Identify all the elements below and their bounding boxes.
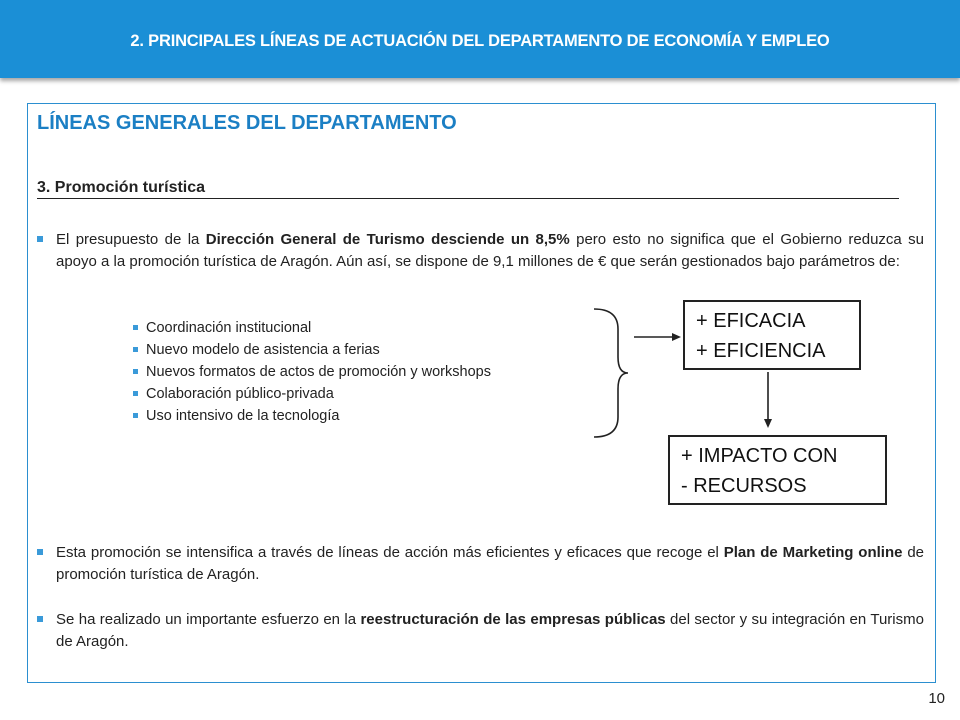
efficiency-box: [683, 300, 861, 370]
list-item-label: Colaboración público-privada: [146, 386, 334, 402]
bullet-icon: [37, 549, 43, 555]
list-item: [133, 361, 491, 383]
list-item-label: Nuevo modelo de asistencia a ferias: [146, 342, 380, 358]
box-line: + IMPACTO CON: [681, 445, 838, 467]
paragraph-text: Esta promoción se intensifica a través de líneas de acción más eficientes y eficaces que recoge el: [56, 544, 724, 561]
paragraph-text: pero esto no significa que el Gobierno reduzca su apoyo a la promoción turística de Aragón. Aún así, se dispone de 9,1 millones de € que serán gestionados bajo parámetros de:: [56, 231, 924, 270]
paragraph-text: Se ha realizado un importante esfuerzo en la: [56, 611, 361, 628]
bullet-icon: [133, 369, 138, 374]
box-line: + EFICACIA: [696, 310, 806, 332]
page-number: 10: [928, 690, 945, 707]
paragraph-text: de promoción turística de Aragón.: [56, 544, 924, 583]
section-title: LÍNEAS GENERALES DEL DEPARTAMENTO: [37, 112, 457, 134]
paragraph-restructuring: [37, 609, 924, 653]
box-line: - RECURSOS: [681, 475, 807, 497]
list-item-label: Nuevos formatos de actos de promoción y workshops: [146, 364, 491, 380]
bullet-icon: [133, 391, 138, 396]
list-item: [133, 383, 491, 405]
paragraph-bold: reestructuración de las empresas públicas: [360, 611, 666, 628]
header-bar: [0, 0, 960, 78]
paragraph-marketing: [37, 542, 924, 586]
list-item-label: Coordinación institucional: [146, 320, 312, 336]
paragraph-text: del sector y su integración en Turismo de Aragón.: [56, 611, 924, 650]
page-title: 2. PRINCIPALES LÍNEAS DE ACTUACIÓN DEL DEPARTAMENTO DE ECONOMÍA Y EMPLEO: [130, 32, 830, 50]
bullet-icon: [133, 347, 138, 352]
bullet-icon: [37, 236, 43, 242]
list-item: [133, 405, 491, 427]
box-line: + EFICIENCIA: [696, 340, 826, 362]
sub-heading: 3. Promoción turística: [37, 178, 899, 199]
paragraph-bold: Dirección General de Turismo desciende un 8,5%: [205, 231, 570, 248]
paragraph-text: El presupuesto de la: [56, 231, 206, 248]
right-brace-icon: [592, 307, 632, 439]
bullet-icon: [133, 413, 138, 418]
paragraph-budget: [37, 229, 924, 273]
paragraph-bold: Plan de Marketing online: [723, 544, 903, 561]
bullet-icon: [37, 616, 43, 622]
list-item: [133, 339, 491, 361]
list-item: [133, 317, 491, 339]
impact-box: [668, 435, 887, 505]
list-item-label: Uso intensivo de la tecnología: [146, 408, 340, 424]
parameters-list: [133, 317, 491, 427]
bullet-icon: [133, 325, 138, 330]
